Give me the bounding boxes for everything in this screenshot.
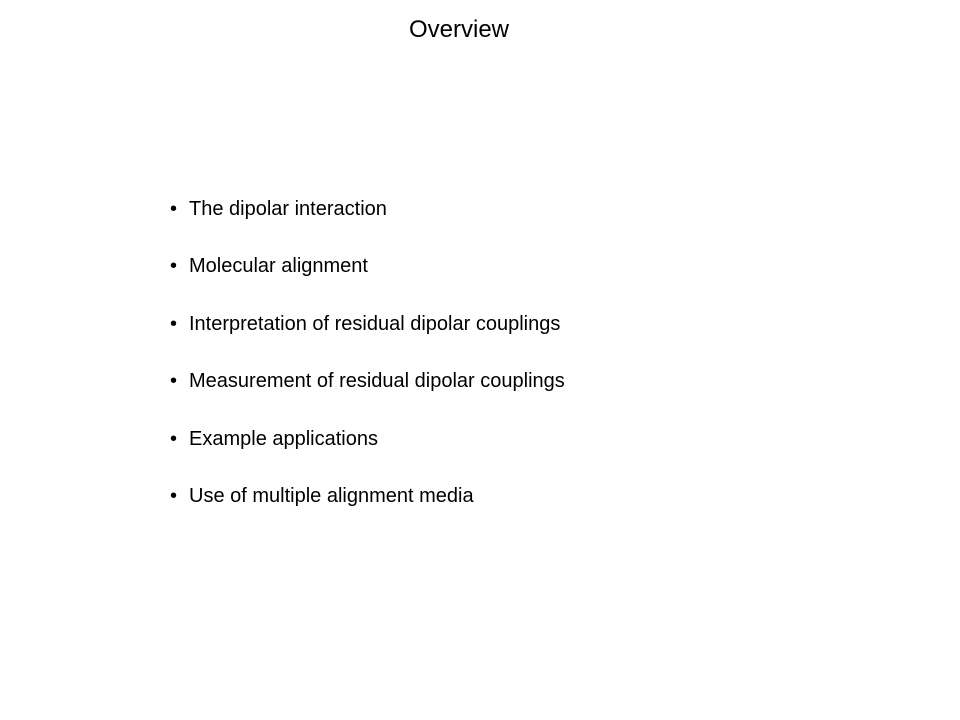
- bullet-text: Use of multiple alignment media: [189, 484, 474, 507]
- bullet-text: Interpretation of residual dipolar couplings: [189, 312, 561, 335]
- bullet-icon: •: [170, 255, 178, 278]
- bullet-text: The dipolar interaction: [189, 198, 387, 220]
- bullet-item: [170, 308, 565, 340]
- bullet-icon: •: [170, 198, 178, 220]
- bullet-text: Measurement of residual dipolar couplings: [189, 370, 565, 393]
- bullet-item: [170, 423, 565, 455]
- bullet-text: Example applications: [189, 427, 378, 450]
- bullet-item: [170, 250, 565, 282]
- bullet-icon: •: [170, 427, 178, 450]
- bullet-list: [170, 193, 565, 512]
- bullet-icon: •: [170, 370, 178, 393]
- bullet-item: [170, 193, 565, 225]
- slide-title: Overview: [408, 16, 510, 43]
- bullet-icon: •: [170, 312, 178, 335]
- bullet-item: [170, 365, 565, 397]
- bullet-item: [170, 480, 565, 512]
- bullet-text: Molecular alignment: [189, 255, 368, 278]
- bullet-icon: •: [170, 484, 178, 507]
